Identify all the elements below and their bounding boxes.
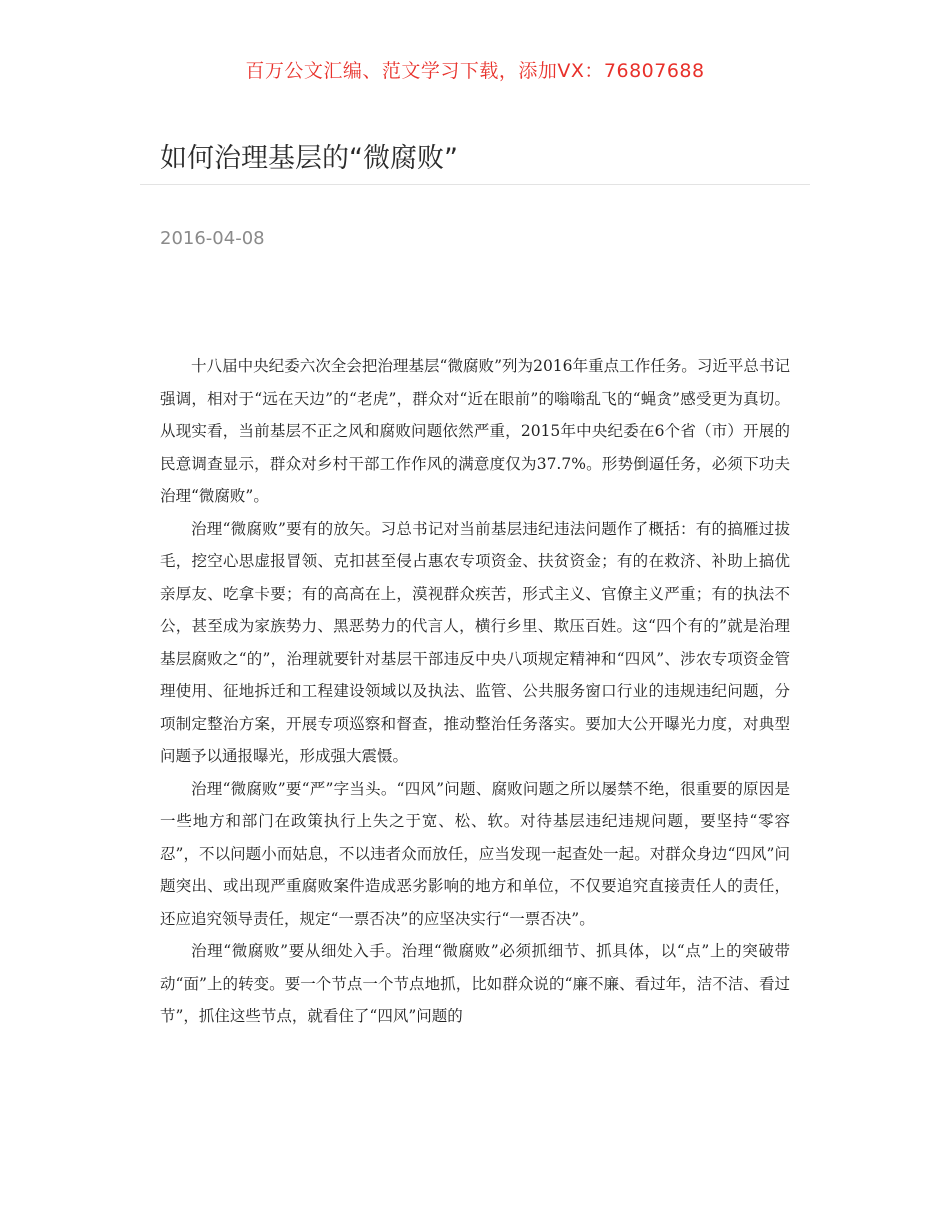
watermark-banner: 百万公文汇编、范文学习下载，添加VX：76807688 [245,60,705,82]
paragraph: 治理“微腐败”要有的放矢。习总书记对当前基层违纪违法问题作了概括：有的搞雁过拔毛，挖空心思虚报冒领、克扣甚至侵占惠农专项资金、扶贫资金；有的在救济、补助上搞优亲厚友、吃拿卡要；有的高高在上，漠视群众疾苦，形式主义、官僚主义严重；有的执法不公，甚至成为家族势力、黑恶势力的代言人，横行乡里、欺压百姓。这“四个有的”就是治理基层腐败之“的”，治理就要针对基层干部违反中央八项规定精神和“四风”、涉农专项资金管理使用、征地拆迁和工程建设领域以及执法、监管、公共服务窗口行业的违规违纪问题，分项制定整治方案，开展专项巡察和督查，推动整治任务落实。要加大公开曝光力度，对典型问题予以通报曝光，形成强大震慑。 [160,519,790,765]
title-divider [140,184,810,185]
article-body [160,350,790,1033]
paragraph: 治理“微腐败”要“严”字当头。“四风”问题、腐败问题之所以屡禁不绝，很重要的原因是一些地方和部门在政策执行上失之于宽、松、软。对待基层违纪违规问题，要坚持“零容忍”，不以问题小而姑息，不以违者众而放任，应当发现一起查处一起。对群众身边“四风”问题突出、或出现严重腐败案件造成恶劣影响的地方和单位，不仅要追究直接责任人的责任，还应追究领导责任，规定“一票否决”的应坚决实行“一票否决”。 [160,779,790,928]
article-title: 如何治理基层的“微腐败” [160,143,458,174]
publish-date: 2016-04-08 [160,228,265,249]
paragraph: 治理“微腐败”要从细处入手。治理“微腐败”必须抓细节、抓具体，以“点”上的突破带动“面”上的转变。要一个节点一个节点地抓，比如群众说的“廉不廉、看过年，洁不洁、看过节”，抓住这些节点，就看住了“四风”问题的 [160,942,790,1025]
paragraph: 十八届中央纪委六次全会把治理基层“微腐败”列为2016年重点工作任务。习近平总书记强调，相对于“远在天边”的“老虎”，群众对“近在眼前”的嗡嗡乱飞的“蝇贪”感受更为真切。从现实看，当前基层不正之风和腐败问题依然严重，2015年中央纪委在6个省（市）开展的民意调查显示，群众对乡村干部工作作风的满意度仅为37.7%。形势倒逼任务，必须下功夫治理“微腐败”。 [160,357,790,505]
